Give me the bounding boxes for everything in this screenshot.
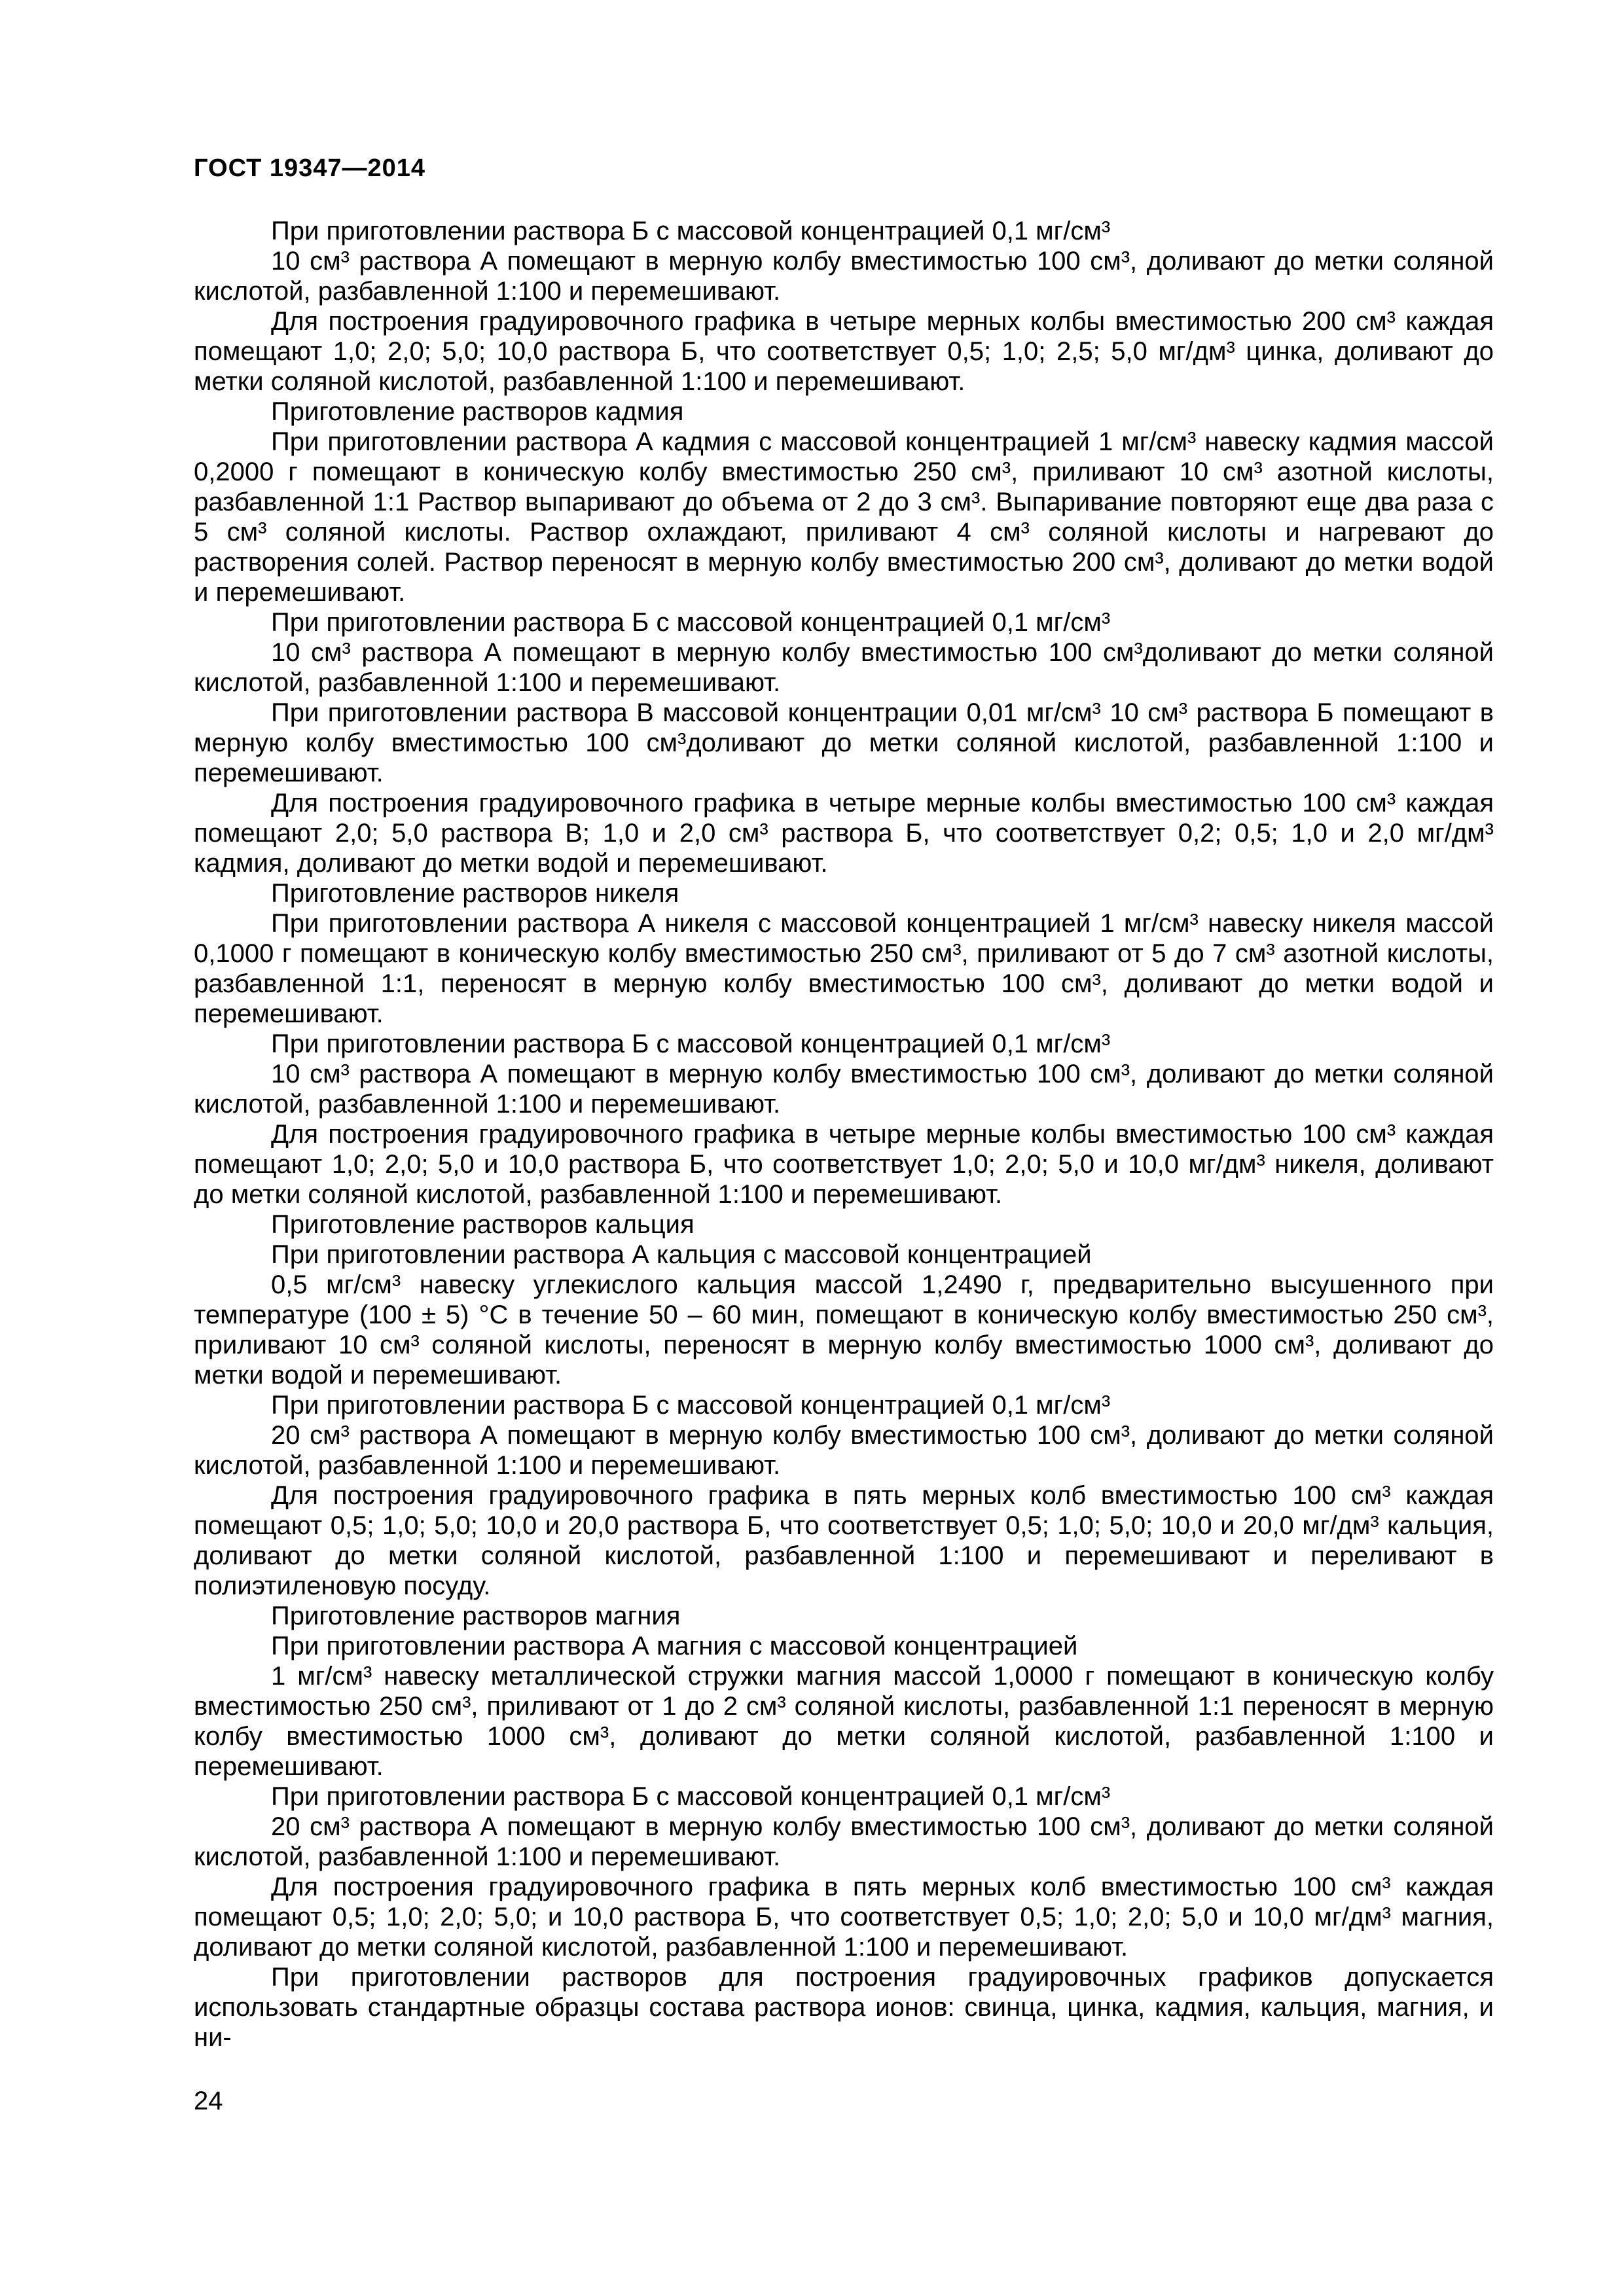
paragraph: 20 см³ раствора А помещают в мерную колбу вместимостью 100 см³, доливают до метки соляной кислотой, разбавленной 1:100 и перемешивают. [194,1812,1494,1871]
paragraph: При приготовлении раствора Б с массовой концентрацией 0,1 мг/см³ [271,1030,1111,1058]
paragraph: При приготовлении раствора Б с массовой концентрацией 0,1 мг/см³ [271,1782,1111,1811]
section-heading: Приготовление растворов никеля [271,879,679,908]
section-heading: Приготовление растворов магния [271,1602,681,1630]
paragraph: Для построения градуировочного графика в пять мерных колб вместимостью 100 см³ каждая помещают 0,5; 1,0; 5,0; 10,0 и 20,0 раствора Б, что соответствует 0,5; 1,0; 5,0; 10,0 и 20,0 мг/дм³ кальция, доливают до метки соляной кислотой, разбавленной 1:100 и перемешивают и переливают в полиэтиленовую посуду. [194,1481,1494,1600]
paragraph: Для построения градуировочного графика в четыре мерные колбы вместимостью 100 см³ каждая помещают 1,0; 2,0; 5,0 и 10,0 раствора Б, что соответствует 1,0; 2,0; 5,0 и 10,0 мг/дм³ никеля, доливают до метки соляной кислотой, разбавленной 1:100 и перемешивают. [194,1120,1494,1209]
paragraph: При приготовлении раствора Б с массовой концентрацией 0,1 мг/см³ [271,1391,1111,1420]
paragraph: При приготовлении раствора Б с массовой концентрацией 0,1 мг/см³ [271,217,1111,245]
paragraph: 0,5 мг/см³ навеску углекислого кальция массой 1,2490 г, предварительно высушенного при температуре (100 ± 5) °С в течение 50 – 60 мин, помещают в коническую колбу вместимостью 250 см³, приливают 10 см³ соляной кислоты, переносят в мерную колбу вместимостью 1000 см³, доливают до метки водой и перемешивают. [194,1270,1494,1390]
paragraph: 10 см³ раствора А помещают в мерную колбу вместимостью 100 см³, доливают до метки соляной кислотой, разбавленной 1:100 и перемешивают. [194,1060,1494,1119]
section-heading: Приготовление растворов кадмия [271,397,684,426]
paragraph: При приготовлении раствора А магния с массовой концентрацией [271,1632,1078,1660]
paragraph: 10 см³ раствора А помещают в мерную колбу вместимостью 100 см³, доливают до метки соляной кислотой, разбавленной 1:100 и перемешивают. [194,247,1494,306]
paragraph: 10 см³ раствора А помещают в мерную колбу вместимостью 100 см³доливают до метки соляной кислотой, разбавленной 1:100 и перемешивают. [194,638,1494,697]
paragraph: При приготовлении раствора А кальция с массовой концентрацией [271,1240,1092,1269]
paragraph: При приготовлении раствора Б с массовой концентрацией 0,1 мг/см³ [271,608,1111,637]
paragraph: При приготовлении раствора А никеля с массовой концентрацией 1 мг/см³ навеску никеля массой 0,1000 г помещают в коническую колбу вместимостью 250 см³, приливают от 5 до 7 см³ азотной кислоты, разбавленной 1:1, переносят в мерную колбу вместимостью 100 см³, доливают до метки водой и перемешивают. [194,909,1494,1028]
document-header: ГОСТ 19347—2014 [194,154,426,182]
paragraph: 1 мг/см³ навеску металлической стружки магния массой 1,0000 г помещают в коническую колбу вместимостью 250 см³, приливают от 1 до 2 см³ соляной кислоты, разбавленной 1:1 переносят в мерную колбу вместимостью 1000 см³, доливают до метки соляной кислотой, разбавленной 1:100 и перемешивают. [194,1662,1494,1781]
paragraph: Для построения градуировочного графика в пять мерных колб вместимостью 100 см³ каждая помещают 0,5; 1,0; 2,0; 5,0; и 10,0 раствора Б, что соответствует 0,5; 1,0; 2,0; 5,0 и 10,0 мг/дм³ магния, доливают до метки соляной кислотой, разбавленной 1:100 и перемешивают. [194,1873,1494,1962]
paragraph: При приготовлении раствора А кадмия с массовой концентрацией 1 мг/см³ навеску кадмия массой 0,2000 г помещают в коническую колбу вместимостью 250 см³, приливают 10 см³ азотной кислоты, разбавленной 1:1 Раствор выпаривают до объема от 2 до 3 см³. Выпаривание повторяют еще два раза с 5 см³ соляной кислоты. Раствор охлаждают, приливают 4 см³ соляной кислоты и нагревают до растворения солей. Раствор переносят в мерную колбу вместимостью 200 см³, доливают до метки водой и перемешивают. [194,427,1494,607]
document-body [194,216,1494,2053]
paragraph: Для построения градуировочного графика в четыре мерных колбы вместимостью 200 см³ каждая помещают 1,0; 2,0; 5,0; 10,0 раствора Б, что соответствует 0,5; 1,0; 2,5; 5,0 мг/дм³ цинка, доливают до метки соляной кислотой, разбавленной 1:100 и перемешивают. [194,307,1494,396]
page-number: 24 [194,2087,223,2115]
section-heading: Приготовление растворов кальция [271,1210,695,1239]
paragraph: При приготовлении раствора В массовой концентрации 0,01 мг/см³ 10 см³ раствора Б помещают в мерную колбу вместимостью 100 см³доливают до метки соляной кислотой, разбавленной 1:100 и перемешивают. [194,698,1494,787]
paragraph: При приготовлении растворов для построения градуировочных графиков допускается использовать стандартные образцы состава раствора ионов: свинца, цинка, кадмия, кальция, магния, и ни- [194,1963,1494,2052]
paragraph: Для построения градуировочного графика в четыре мерные колбы вместимостью 100 см³ каждая помещают 2,0; 5,0 раствора В; 1,0 и 2,0 см³ раствора Б, что соответствует 0,2; 0,5; 1,0 и 2,0 мг/дм³ кадмия, доливают до метки водой и перемешивают. [194,789,1494,878]
paragraph: 20 см³ раствора А помещают в мерную колбу вместимостью 100 см³, доливают до метки соляной кислотой, разбавленной 1:100 и перемешивают. [194,1421,1494,1480]
